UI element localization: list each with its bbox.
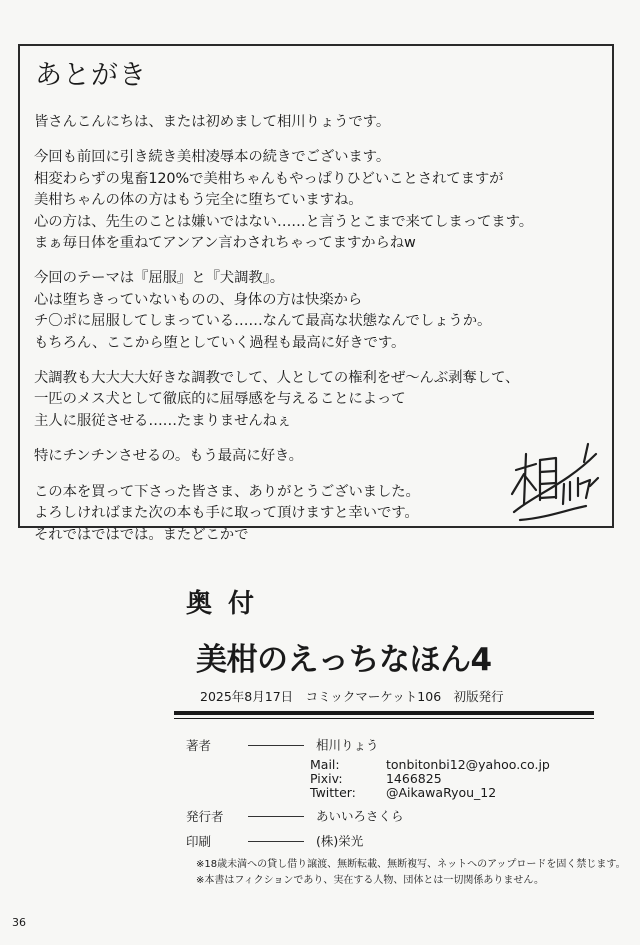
contact-pixiv	[310, 771, 442, 786]
book-title: 美柑のえっちなほん4	[196, 642, 492, 678]
afterword-title: あとがき	[35, 60, 147, 91]
afterword-paragraph	[34, 112, 594, 133]
afterword-line: それではではでは。またどこかで	[34, 526, 249, 543]
author-row	[186, 737, 378, 754]
afterword-line: チ〇ポに屈服してしまっている……なんて最高な状態なんでしょうか。	[34, 313, 492, 330]
afterword-line: よろしければまた次の本も手に取って頂けますと幸いです。	[34, 505, 419, 522]
contact-value: @AikawaRyou_12	[385, 785, 497, 800]
printer-name: (株)栄光	[315, 833, 364, 849]
signature-image	[506, 434, 602, 528]
author-name: 相川りょう	[315, 737, 379, 753]
afterword-line: 皆さんこんにちは、または初めまして相川りょうです。	[34, 114, 391, 130]
publisher-label: 発行者	[186, 808, 224, 824]
afterword-line: まぁ毎日体を重ねてアンアン言わされちゃってますからねw	[34, 235, 416, 252]
printer-label: 印刷	[186, 833, 212, 849]
afterword-line: 犬調教も大大大大好きな調教でして、人としての権利をぜ〜んぶ剥奪して、	[34, 370, 520, 387]
afterword-line: 今回も前回に引き続き美柑凌辱本の続きでございます。	[34, 149, 391, 166]
printer-row	[186, 833, 363, 850]
contact-mail	[310, 757, 550, 772]
contact-value: 1466825	[385, 771, 442, 786]
afterword-line: 今回のテーマは『屈服』と『犬調教』。	[34, 270, 285, 287]
afterword-line: 主人に服従させる……たまりませんねぇ	[34, 412, 292, 429]
afterword-paragraph	[34, 268, 594, 354]
afterword-line: 美柑ちゃんの体の方はもう完全に堕ちていますね。	[34, 192, 363, 209]
afterword-paragraph	[34, 147, 594, 254]
colophon-rule-thick	[174, 711, 594, 715]
colophon-heading: 奥付	[186, 589, 271, 619]
afterword-line: 一匹のメス犬として徹底的に屈辱感を与えることによって	[34, 391, 406, 408]
contact-value: tonbitonbi12@yahoo.co.jp	[385, 757, 550, 772]
contact-label: Twitter:	[310, 785, 356, 800]
colophon-rule-thin	[174, 718, 594, 719]
leader-line	[248, 841, 304, 842]
notice-text: ※本書はフィクションであり、実在する人物、団体とは一切関係ありません。	[196, 875, 544, 886]
afterword-line: 相変わらずの鬼畜120%で美柑ちゃんもやっぱりひどいことされてますが	[34, 170, 504, 187]
contact-label: Mail:	[310, 757, 340, 772]
leader-line	[248, 816, 304, 817]
afterword-line: 特にチンチンさせるの。もう最高に好き。	[34, 448, 303, 465]
page-number: 36	[12, 916, 26, 929]
publisher-row	[186, 808, 403, 825]
afterword-box	[18, 44, 614, 543]
publisher-name: あいいろさくら	[315, 808, 404, 824]
leader-line	[248, 745, 304, 746]
contact-twitter	[310, 785, 496, 800]
contact-label: Pixiv:	[310, 771, 343, 786]
author-label: 著者	[186, 737, 212, 753]
afterword-line: この本を買って下さった皆さま、ありがとうございました。	[34, 483, 420, 500]
afterword-line: 心は堕ちきっていないものの、身体の方は快楽から	[34, 291, 363, 308]
afterword-line: 心の方は、先生のことは嫌いではない……と言うとこまで来てしまってます。	[34, 213, 534, 230]
release-line: 2025年8月17日 コミックマーケット106 初版発行	[200, 689, 504, 704]
afterword-line: もちろん、ここから堕としていく過程も最高に好きです。	[34, 334, 406, 351]
afterword-paragraph	[34, 368, 594, 432]
notice-text: ※18歳未満への貸し借り譲渡、無断転載、無断複写、ネットへのアップロードを固く禁じます。	[196, 859, 626, 870]
